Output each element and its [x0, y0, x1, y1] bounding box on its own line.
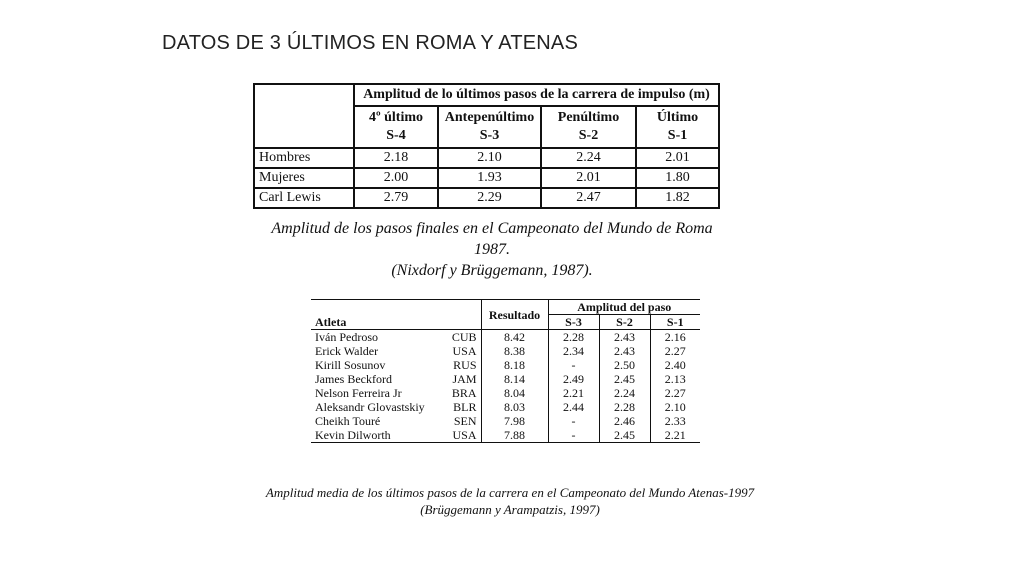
table-cell: 2.29	[438, 188, 541, 208]
table-row	[311, 344, 700, 358]
stride-s2: 2.46	[599, 414, 650, 428]
table-cell: 2.01	[541, 168, 636, 188]
table-cell: 1.80	[636, 168, 719, 188]
table-cell: 1.82	[636, 188, 719, 208]
table-cell: 1.93	[438, 168, 541, 188]
caption-source: (Brüggemann y Arampatzis, 1997)	[420, 502, 600, 517]
athlete-name: Kirill Sosunov	[315, 358, 386, 372]
stride-s1: 2.21	[650, 428, 700, 443]
subheader-s1: S-1	[650, 315, 700, 330]
column-header-s3: Antepenúltimo S-3	[438, 106, 541, 148]
athlete-header: Atleta	[315, 314, 347, 329]
stride-s1: 2.13	[650, 372, 700, 386]
table-row	[254, 148, 719, 168]
athlete-result: 8.14	[481, 372, 548, 386]
caption-line: Amplitud media de los últimos pasos de la carrera en el Campeonato del Mundo Atenas-1997	[265, 485, 755, 500]
table-row	[311, 428, 700, 443]
athlete-result: 8.03	[481, 400, 548, 414]
column-header-s4: 4º último S-4	[354, 106, 438, 148]
table-cell: 2.24	[541, 148, 636, 168]
subheader-s2: S-2	[599, 315, 650, 330]
caption-source: (Nixdorf y Brüggemann, 1987).	[391, 262, 593, 279]
column-header-s1: Último S-1	[636, 106, 719, 148]
athlete-name: Aleksandr Glovastskiy	[315, 400, 425, 414]
athlete-result: 8.04	[481, 386, 548, 400]
table-row	[311, 358, 700, 372]
athlete-result: 8.42	[481, 330, 548, 345]
athlete-country: BRA	[451, 386, 477, 400]
stride-s3: 2.34	[548, 344, 599, 358]
athlete-result: 8.18	[481, 358, 548, 372]
athens-table-caption	[240, 484, 780, 518]
table-cell: 2.79	[354, 188, 438, 208]
athlete-name: James Beckford	[315, 372, 392, 386]
row-label: Mujeres	[254, 168, 354, 188]
group-header: Amplitud de lo últimos pasos de la carrera de impulso (m)	[354, 84, 719, 106]
rome-table-caption	[257, 218, 727, 281]
table-cell: 2.18	[354, 148, 438, 168]
athlete-name: Kevin Dilworth	[311, 428, 441, 443]
stride-s3: -	[548, 414, 599, 428]
stride-s3: -	[548, 358, 599, 372]
table-row	[311, 330, 700, 345]
athlete-result: 8.38	[481, 344, 548, 358]
slide-title: DATOS DE 3 ÚLTIMOS EN ROMA Y ATENAS	[162, 32, 578, 54]
table-cell: 2.47	[541, 188, 636, 208]
table-cell: 2.10	[438, 148, 541, 168]
stride-s3: 2.28	[548, 330, 599, 345]
athlete-country: JAM	[452, 372, 477, 386]
stride-s2: 2.43	[599, 344, 650, 358]
athlete-country: RUS	[453, 358, 477, 372]
athlete-name: Erick Walder	[315, 344, 379, 358]
table-row	[311, 386, 700, 400]
stride-s3: 2.44	[548, 400, 599, 414]
athens-1997-table	[311, 299, 700, 443]
stride-group-header: Amplitud del paso	[548, 300, 700, 315]
stride-s3: 2.49	[548, 372, 599, 386]
stride-s2: 2.45	[599, 372, 650, 386]
stride-s1: 2.27	[650, 386, 700, 400]
stride-s2: 2.28	[599, 400, 650, 414]
stride-s2: 2.43	[599, 330, 650, 345]
row-label: Carl Lewis	[254, 188, 354, 208]
rome-1987-table	[253, 83, 720, 209]
table-cell: 2.01	[636, 148, 719, 168]
caption-line: Amplitud de los pasos finales en el Campeonato del Mundo de Roma 1987.	[271, 220, 713, 258]
subheader-s3: S-3	[548, 315, 599, 330]
table-corner-cell	[254, 84, 354, 148]
result-header: Resultado	[481, 300, 548, 330]
stride-s1: 2.16	[650, 330, 700, 345]
athlete-name: Cheikh Touré	[315, 414, 381, 428]
table-row	[311, 400, 700, 414]
athlete-country: CUB	[441, 330, 481, 345]
stride-s3: 2.21	[548, 386, 599, 400]
stride-s1: 2.33	[650, 414, 700, 428]
athlete-country: SEN	[453, 414, 477, 428]
athlete-result: 7.88	[481, 428, 548, 443]
table-row	[254, 188, 719, 208]
stride-s1: 2.10	[650, 400, 700, 414]
table-row	[311, 414, 700, 428]
header-spacer	[311, 300, 481, 315]
table-row	[311, 372, 700, 386]
stride-s2: 2.50	[599, 358, 650, 372]
stride-s1: 2.27	[650, 344, 700, 358]
athlete-country: USA	[441, 428, 481, 443]
column-header-s2: Penúltimo S-2	[541, 106, 636, 148]
stride-s3: -	[548, 428, 599, 443]
athlete-name: Iván Pedroso	[311, 330, 441, 345]
stride-s1: 2.40	[650, 358, 700, 372]
stride-s2: 2.45	[599, 428, 650, 443]
table-cell: 2.00	[354, 168, 438, 188]
athlete-name: Nelson Ferreira Jr	[315, 386, 402, 400]
athlete-country: BLR	[453, 400, 477, 414]
stride-s2: 2.24	[599, 386, 650, 400]
row-label: Hombres	[254, 148, 354, 168]
athlete-country: USA	[452, 344, 477, 358]
athlete-result: 7.98	[481, 414, 548, 428]
table-row	[254, 168, 719, 188]
